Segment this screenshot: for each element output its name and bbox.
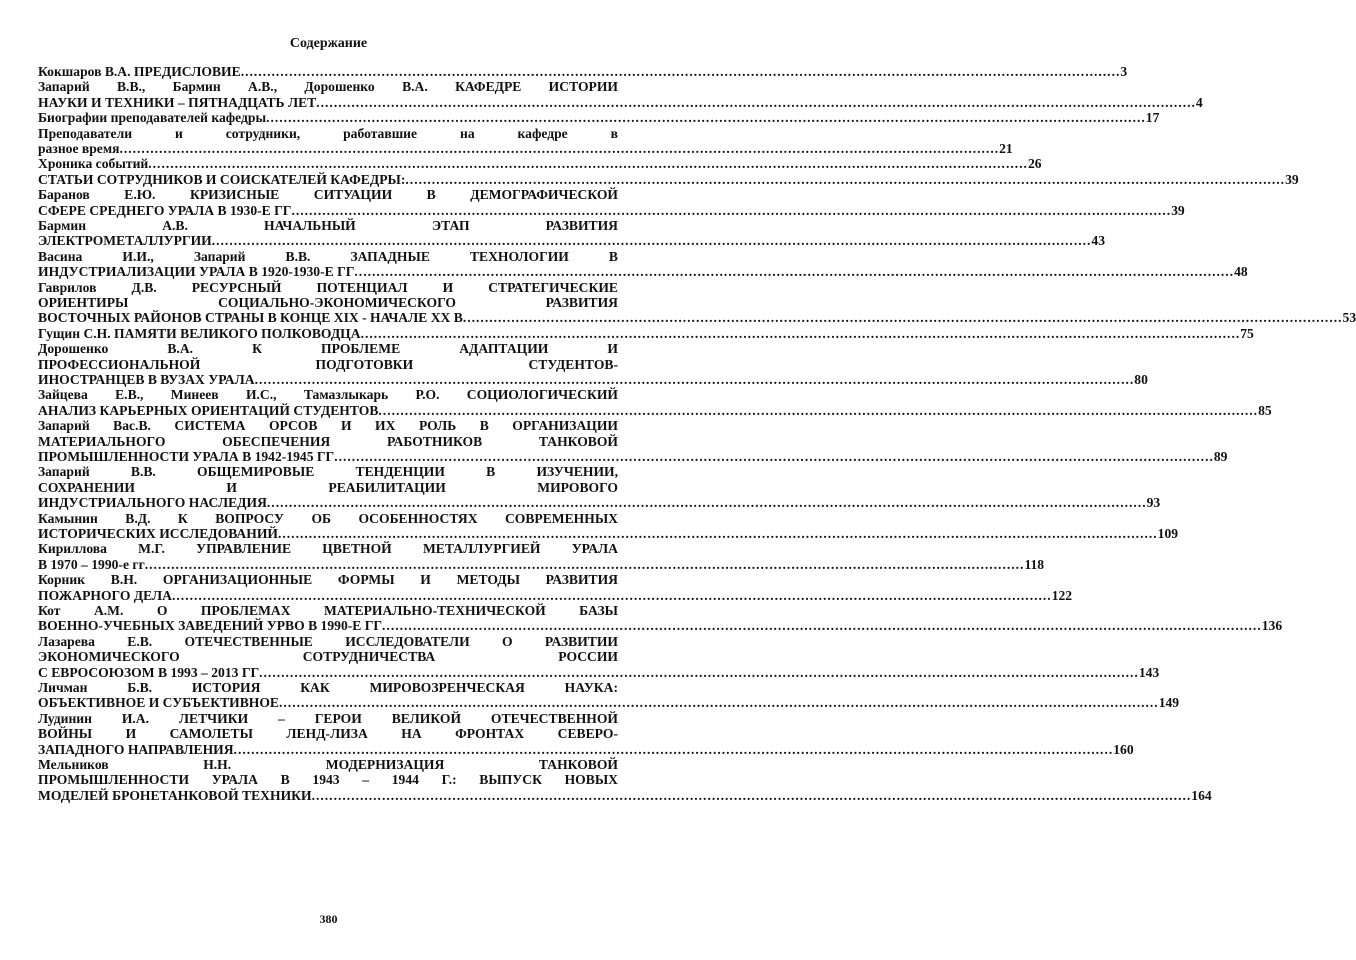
toc-leader-dots: ........................................................................................................................................................................................................ [360,325,1241,341]
toc-leader-dots: ........................................................................................................................................................................................................ [172,587,1052,603]
toc-entry-title: ИНДУСТРИАЛЬНОГО НАСЛЕДИЯ [38,495,267,511]
toc-leader-dots: ........................................................................................................................................................................................................ [144,556,1025,572]
toc-entry-line: Камынин В.Д. К ВОПРОСУ ОБ ОСОБЕННОСТЯХ СОВРЕМЕННЫХ [38,510,618,526]
page-title: Содержание [289,36,368,51]
toc-entry [38,418,1228,464]
toc-leader-dots: ........................................................................................................................................................................................................ [462,310,1343,326]
toc-entry [38,387,1272,418]
toc-entry-last-line [38,525,1179,541]
toc-entry-last-line [38,371,1148,387]
toc-entry-last-line [38,110,1160,126]
toc-entry [38,171,1299,187]
toc-entry [38,325,1254,341]
toc-entry-line: Зайцева Е.В., Минеев И.С., Тамазлыкарь Р.О. СОЦИОЛОГИЧЕСКИЙ [38,387,618,403]
toc-entry [38,64,1128,79]
toc-entry-line: ПРОФЕССИОНАЛЬНОЙ ПОДГОТОВКИ СТУДЕНТОВ- [38,356,618,372]
toc-entry-line: Корник В.Н. ОРГАНИЗАЦИОННЫЕ ФОРМЫ И МЕТОДЫ РАЗВИТИЯ [38,572,618,588]
page-number: 380 [319,912,338,926]
toc-leader-dots: ........................................................................................................................................................................................................ [334,448,1214,464]
toc-entry-title: Гущин С.Н. ПАМЯТИ ВЕЛИКОГО ПОЛКОВОДЦА [38,325,361,341]
toc-entry-line: Бармин А.В. НАЧАЛЬНЫЙ ЭТАП РАЗВИТИЯ [38,218,618,234]
toc-page-number: 143 [1138,664,1160,680]
toc-entry-title: Кокшаров В.А. ПРЕДИСЛОВИЕ [38,64,241,79]
toc-entry [38,79,1203,110]
toc-entry [38,248,1248,280]
toc-entry-title: ЭЛЕКТРОМЕТАЛЛУРГИИ [38,233,212,249]
toc-leader-dots: ........................................................................................................................................................................................................ [233,741,1114,757]
toc-page-number: 85 [1258,402,1272,418]
toc-entry-line: Кириллова М.Г. УПРАВЛЕНИЕ ЦВЕТНОЙ МЕТАЛЛУРГИЕЙ УРАЛА [38,541,618,557]
toc-leader-dots: ........................................................................................................................................................................................................ [382,618,1262,634]
toc-leader-dots: ........................................................................................................................................................................................................ [266,110,1146,126]
toc-leader-dots: ........................................................................................................................................................................................................ [240,64,1121,79]
toc-entry-last-line [38,741,1134,757]
toc-entry [38,679,1180,711]
toc-page-number: 39 [1285,171,1299,187]
toc-entry [38,125,1013,157]
toc-page-number: 160 [1113,741,1134,757]
toc-entry-last-line [38,202,1185,218]
toc-page-number: 164 [1191,787,1212,803]
toc-entry-line: МАТЕРИАЛЬНОГО ОБЕСПЕЧЕНИЯ РАБОТНИКОВ ТАНКОВОЙ [38,433,618,449]
toc-leader-dots: ........................................................................................................................................................................................................ [119,141,1000,156]
toc-entry-last-line [38,171,1299,187]
toc-entry-line: Гаврилов Д.В. РЕСУРСНЫЙ ПОТЕНЦИАЛ И СТРАТЕГИЧЕСКИЕ [38,279,618,295]
toc-page-number: 75 [1240,325,1254,341]
toc-leader-dots: ........................................................................................................................................................................................................ [279,695,1159,711]
toc-entry-line: Личман Б.В. ИСТОРИЯ КАК МИРОВОЗРЕНЧЕСКАЯ НАУКА: [38,679,618,695]
toc-entry-last-line [38,64,1128,79]
toc-entry-last-line [38,264,1248,280]
toc-entry-title: Хроника событий [38,156,149,172]
toc-entry-title: НАУКИ И ТЕХНИКИ – ПЯТНАДЦАТЬ ЛЕТ [38,94,317,110]
toc-entry [38,541,1045,572]
toc-entry-last-line [38,664,1160,680]
toc-page-number: 17 [1145,110,1160,126]
toc-page-number: 136 [1261,618,1283,634]
toc-entry [38,279,1356,326]
toc-entry [38,633,1160,680]
toc-entry [38,464,1161,511]
toc-page-number: 48 [1234,264,1248,280]
toc-entry-last-line [38,495,1161,511]
toc-page-number: 80 [1134,371,1148,387]
toc-entry-line: Запарий В.В. ОБЩЕМИРОВЫЕ ТЕНДЕНЦИИ В ИЗУЧЕНИИ, [38,464,618,480]
toc-entry-line: ПРОМЫШЛЕННОСТИ УРАЛА В 1943 – 1944 Г.: ВЫПУСК НОВЫХ [38,772,618,788]
toc-entry-title: ОБЪЕКТИВНОЕ И СУБЪЕКТИВНОЕ [38,695,279,711]
toc-leader-dots: ........................................................................................................................................................................................................ [378,402,1259,418]
toc-entry-title: С ЕВРОСОЮЗОМ В 1993 – 2013 ГГ [38,664,260,680]
toc-entry [38,710,1134,757]
toc-leader-dots: ........................................................................................................................................................................................................ [259,664,1139,680]
toc-entry-last-line [38,618,1283,634]
toc-entry [38,187,1185,218]
toc-entry-line: СОХРАНЕНИИ И РЕАБИЛИТАЦИИ МИРОВОГО [38,479,618,495]
toc-entry-last-line [38,325,1254,341]
toc-entry-last-line [38,156,1042,172]
toc-entry-last-line [38,787,1212,803]
toc-entry-line: ВОЙНЫ И САМОЛЕТЫ ЛЕНД-ЛИЗА НА ФРОНТАХ СЕВЕРО- [38,726,618,742]
toc-entry-last-line [38,448,1228,464]
toc-entry-title: разное время [38,141,120,156]
toc-entry-line: Баранов Е.Ю. КРИЗИСНЫЕ СИТУАЦИИ В ДЕМОГРАФИЧЕСКОЙ [38,187,618,203]
toc-entry [38,218,1105,249]
toc-page-number: 4 [1195,94,1203,110]
toc-entry-title: ИНДУСТРИАЛИЗАЦИИ УРАЛА В 1920-1930-Е ГГ [38,264,355,280]
toc-entry-line: Дорошенко В.А. К ПРОБЛЕМЕ АДАПТАЦИИ И [38,341,618,357]
toc-entry-title: ИСТОРИЧЕСКИХ ИССЛЕДОВАНИЙ [38,525,278,541]
toc-entry [38,510,1179,542]
toc-entry-last-line [38,556,1045,572]
toc-entry-line: Мельников Н.Н. МОДЕРНИЗАЦИЯ ТАНКОВОЙ [38,756,618,772]
toc-entry-title: ИНОСТРАНЦЕВ В ВУЗАХ УРАЛА [38,371,255,387]
toc-page-number: 122 [1051,587,1073,603]
toc-entry-last-line [38,587,1073,603]
toc-entry-title: ВОЕННО-УЧЕБНЫХ ЗАВЕДЕНИЙ УРВО В 1990-Е ГГ [38,618,383,634]
toc-page-number: 89 [1213,448,1228,464]
toc-entry-title: ВОСТОЧНЫХ РАЙОНОВ СТРАНЫ В КОНЦЕ XIX - НАЧАЛЕ XX В [38,310,463,326]
toc-leader-dots: ........................................................................................................................................................................................................ [277,525,1158,541]
toc-entry [38,572,1073,603]
toc-page-number: 39 [1171,202,1185,218]
toc-entry-line: Кот А.М. О ПРОБЛЕМАХ МАТЕРИАЛЬНО-ТЕХНИЧЕСКОЙ БАЗЫ [38,602,618,618]
toc-entry-line: Преподаватели и сотрудники, работавшие на кафедре в [38,125,618,141]
toc-entry [38,341,1148,387]
toc-entry-title: ПОЖАРНОГО ДЕЛА [38,587,172,603]
toc-entry-last-line [38,141,1013,156]
toc-entry-line: Лазарева Е.В. ОТЕЧЕСТВЕННЫЕ ИССЛЕДОВАТЕЛИ О РАЗВИТИИ [38,633,618,649]
toc-entry-last-line [38,233,1105,249]
toc-entry [38,110,1160,126]
toc-leader-dots: ........................................................................................................................................................................................................ [266,495,1147,511]
toc-entry-title: ПРОМЫШЛЕННОСТИ УРАЛА В 1942-1945 ГГ [38,448,335,464]
toc-entry-line: ОРИЕНТИРЫ СОЦИАЛЬНО-ЭКОНОМИЧЕСКОГО РАЗВИТИЯ [38,295,618,310]
toc-leader-dots: ........................................................................................................................................................................................................ [291,202,1172,218]
toc-entry-last-line [38,310,1356,326]
toc-entry [38,602,1283,634]
toc-entry-line: Васина И.И., Запарий В.В. ЗАПАДНЫЕ ТЕХНОЛОГИИ В [38,248,618,264]
toc-leader-dots: ........................................................................................................................................................................................................ [354,264,1235,280]
toc-leader-dots: ........................................................................................................................................................................................................ [148,156,1028,172]
toc-entry-line: Лудинин И.А. ЛЕТЧИКИ – ГЕРОИ ВЕЛИКОЙ ОТЕЧЕСТВЕННОЙ [38,710,618,726]
toc-page-number: 93 [1146,495,1161,511]
toc-leader-dots: ........................................................................................................................................................................................................ [405,171,1286,187]
toc-leader-dots: ........................................................................................................................................................................................................ [316,94,1196,110]
toc-entry-title: АНАЛИЗ КАРЬЕРНЫХ ОРИЕНТАЦИЙ СТУДЕНТОВ [38,402,379,418]
toc-page-number: 109 [1157,525,1179,541]
toc-page-number: 53 [1342,310,1356,326]
toc-leader-dots: ........................................................................................................................................................................................................ [211,233,1092,249]
toc-entry-title: ЗАПАДНОГО НАПРАВЛЕНИЯ [38,741,234,757]
toc-entry-line: Запарий В.В., Бармин А.В., Дорошенко В.А. КАФЕДРЕ ИСТОРИИ [38,79,618,95]
toc-page-number: 149 [1158,695,1180,711]
toc-page-number: 118 [1024,556,1045,572]
toc-entry-line: Запарий Вас.В. СИСТЕМА ОРСОВ И ИХ РОЛЬ В ОРГАНИЗАЦИИ [38,418,618,434]
toc-page-number: 26 [1027,156,1042,172]
toc-entry-last-line [38,402,1272,418]
toc-page-number: 21 [999,141,1013,156]
toc-leader-dots: ........................................................................................................................................................................................................ [311,787,1192,803]
toc-page-number: 3 [1120,64,1128,79]
toc-entry-last-line [38,94,1203,110]
toc-entry-last-line [38,695,1180,711]
toc-entry [38,156,1042,172]
table-of-contents [38,64,1356,803]
toc-page-number: 43 [1091,233,1105,249]
toc-entry-title: В 1970 – 1990-е гг [38,556,145,572]
toc-entry-line: ЭКОНОМИЧЕСКОГО СОТРУДНИЧЕСТВА РОССИИ [38,649,618,665]
toc-entry-title: Биографии преподавателей кафедры [38,110,267,126]
toc-entry-title: МОДЕЛЕЙ БРОНЕТАНКОВОЙ ТЕХНИКИ [38,787,312,803]
toc-leader-dots: ........................................................................................................................................................................................................ [254,371,1135,387]
toc-entry-title: СФЕРЕ СРЕДНЕГО УРАЛА В 1930-Е ГГ [38,202,292,218]
toc-entry [38,756,1212,803]
toc-entry-title: СТАТЬИ СОТРУДНИКОВ И СОИСКАТЕЛЕЙ КАФЕДРЫ: [38,171,406,187]
